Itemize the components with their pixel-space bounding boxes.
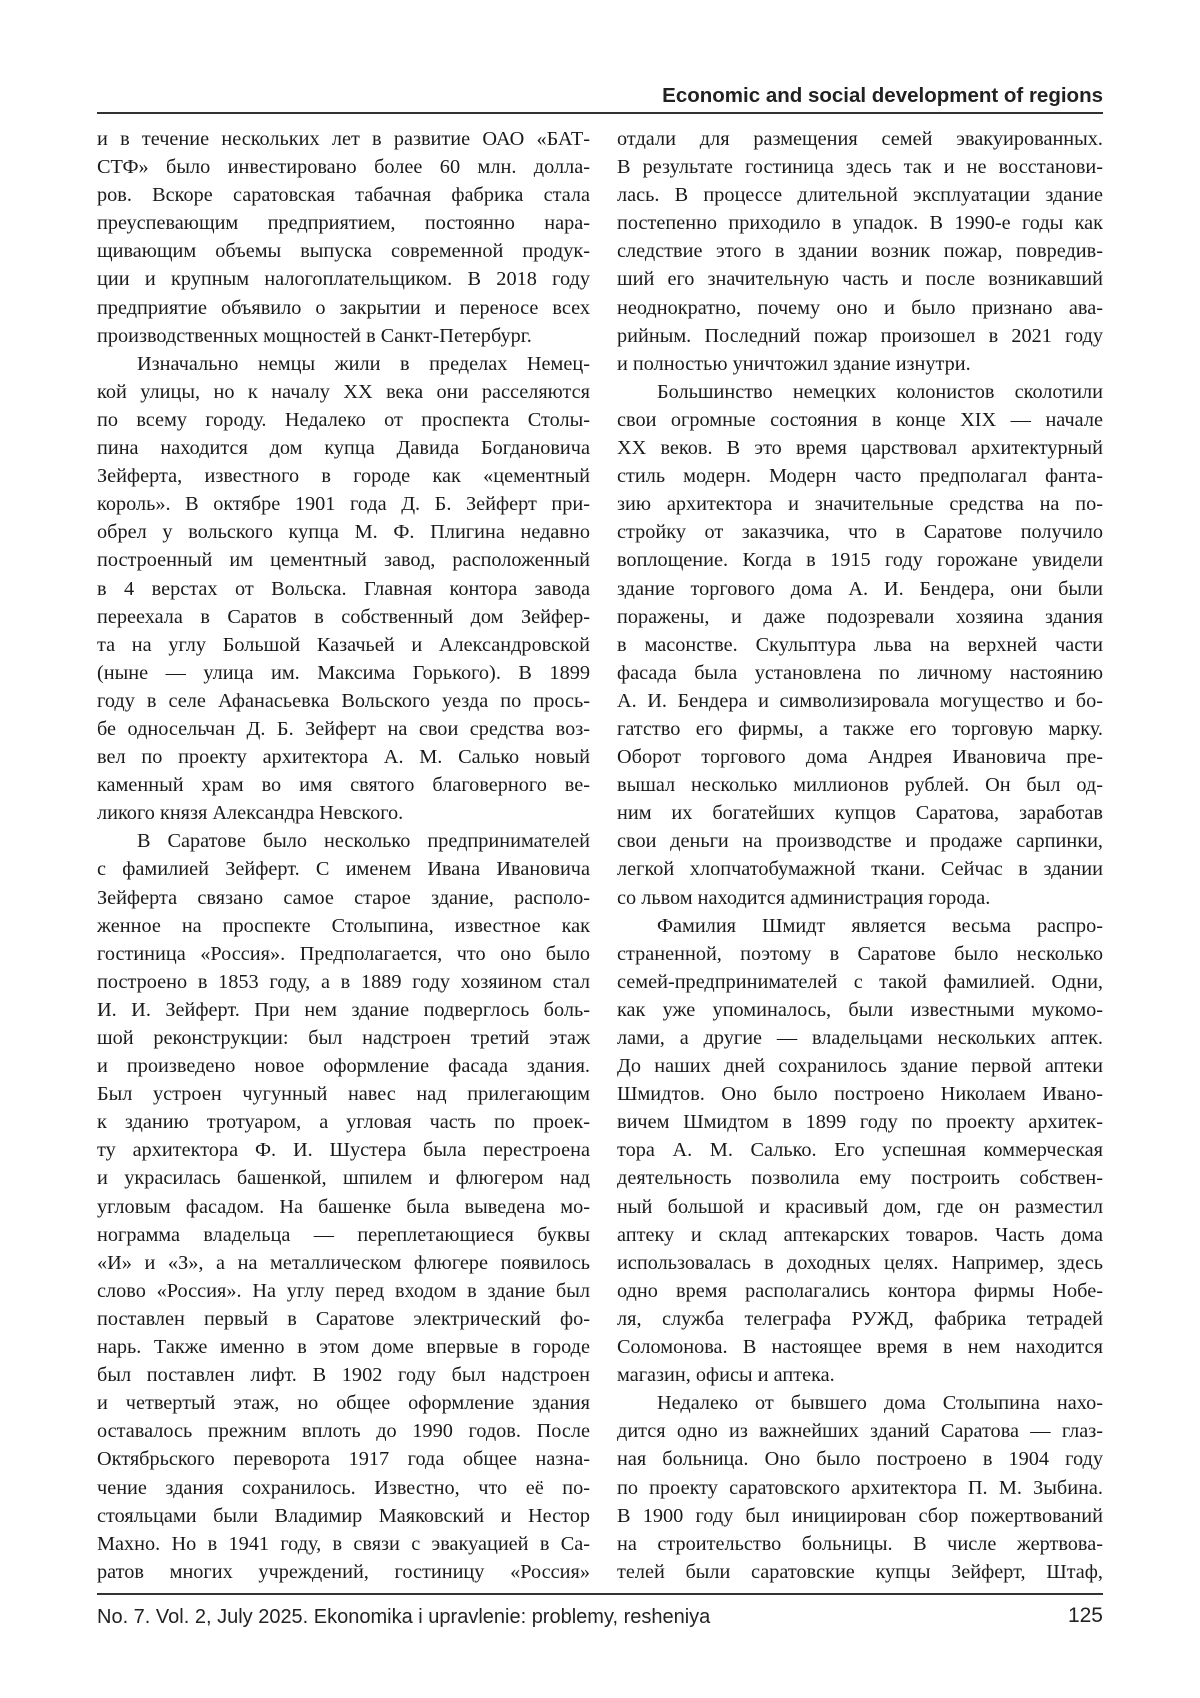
text-line: И. И. Зейферт. При нем здание подверглось боль- bbox=[97, 996, 590, 1024]
text-line: семей-предпринимателей с такой фамилией. Одни, bbox=[617, 968, 1103, 996]
text-line: нограмма владельца — переплетающиеся буквы bbox=[97, 1221, 590, 1249]
text-line: стройку от заказчика, что в Саратове получило bbox=[617, 518, 1103, 546]
text-line: В Саратове было несколько предпринимателей bbox=[97, 827, 590, 855]
text-line: «И» и «З», а на металлическом флюгере появилось bbox=[97, 1249, 590, 1277]
text-line: нарь. Также именно в этом доме впервые в городе bbox=[97, 1333, 590, 1361]
text-line: Был устроен чугунный навес над прилегающим bbox=[97, 1080, 590, 1108]
text-line: легкой хлопчатобумажной ткани. Сейчас в здании bbox=[617, 855, 1103, 883]
text-line: и полностью уничтожил здание изнутри. bbox=[617, 350, 1103, 378]
text-line: магазин, офисы и аптека. bbox=[617, 1361, 1103, 1389]
text-line: ликого князя Александра Невского. bbox=[97, 799, 590, 827]
running-header: Economic and social development of regions bbox=[662, 84, 1103, 108]
text-line: телей были саратовские купцы Зейферт, Штаф, bbox=[617, 1558, 1103, 1586]
paragraph bbox=[97, 350, 590, 828]
text-line: по проекту саратовского архитектора П. М. Зыбина. bbox=[617, 1474, 1103, 1502]
text-line: поражены, и даже подозревали хозяина здания bbox=[617, 603, 1103, 631]
text-line: стояльцами были Владимир Маяковский и Нестор bbox=[97, 1502, 590, 1530]
text-line: ный большой и красивый дом, где он разместил bbox=[617, 1193, 1103, 1221]
text-line: ров. Вскоре саратовская табачная фабрика стала bbox=[97, 181, 590, 209]
text-line: угловым фасадом. На башенке была выведена мо- bbox=[97, 1193, 590, 1221]
text-line: рийным. Последний пожар произошел в 2021 году bbox=[617, 322, 1103, 350]
text-line: вичем Шмидтом в 1899 году по проекту архитек- bbox=[617, 1108, 1103, 1136]
text-line: ним их богатейших купцов Саратова, заработав bbox=[617, 799, 1103, 827]
text-line: к зданию тротуаром, а угловая часть по проек- bbox=[97, 1108, 590, 1136]
text-line: и украсилась башенкой, шпилем и флюгером над bbox=[97, 1164, 590, 1192]
text-line: страненной, поэтому в Саратове было несколько bbox=[617, 940, 1103, 968]
text-line: воплощение. Когда в 1915 году горожане увидели bbox=[617, 546, 1103, 574]
text-line: фасада была установлена по личному настоянию bbox=[617, 659, 1103, 687]
text-line: Недалеко от бывшего дома Столыпина нахо- bbox=[617, 1389, 1103, 1417]
text-line: Зейферта, известного в городе как «цементный bbox=[97, 462, 590, 490]
text-line: ции и крупным налогоплательщиком. В 2018 году bbox=[97, 265, 590, 293]
text-line: Оборот торгового дома Андрея Ивановича пре- bbox=[617, 743, 1103, 771]
text-line: слово «Россия». На углу перед входом в здание был bbox=[97, 1277, 590, 1305]
text-line: В 1900 году был инициирован сбор пожертвований bbox=[617, 1502, 1103, 1530]
text-line: и произведено новое оформление фасада здания. bbox=[97, 1052, 590, 1080]
text-line: одно время располагались контора фирмы Нобе- bbox=[617, 1277, 1103, 1305]
text-line: Октябрьского переворота 1917 года общее назна- bbox=[97, 1445, 590, 1473]
paragraph bbox=[617, 1389, 1103, 1586]
paragraph bbox=[617, 912, 1103, 1390]
text-line: гостиница «Россия». Предполагается, что оно было bbox=[97, 940, 590, 968]
text-line: щивающим объемы выпуска современной продук- bbox=[97, 237, 590, 265]
left-column bbox=[97, 125, 590, 1586]
text-line: использовалась в доходных целях. Например, здесь bbox=[617, 1249, 1103, 1277]
text-line: по всему городу. Недалеко от проспекта Столы- bbox=[97, 406, 590, 434]
page-number: 125 bbox=[1068, 1604, 1103, 1628]
text-line: XX веков. В это время царствовал архитектурный bbox=[617, 434, 1103, 462]
text-line: (ныне — улица им. Максима Горького). В 1899 bbox=[97, 659, 590, 687]
text-line: здание торгового дома А. И. Бендера, они были bbox=[617, 575, 1103, 603]
text-line: стиль модерн. Модерн часто предполагал фанта- bbox=[617, 462, 1103, 490]
footer-citation: No. 7. Vol. 2, July 2025. Ekonomika i upravlenie: problemy, resheniya bbox=[97, 1606, 710, 1629]
text-line: дится одно из важнейших зданий Саратова — глаз- bbox=[617, 1417, 1103, 1445]
text-line: производственных мощностей в Санкт-Петербург. bbox=[97, 322, 590, 350]
text-line: преуспевающим предприятием, постоянно нара- bbox=[97, 209, 590, 237]
text-line: женное на проспекте Столыпина, известное как bbox=[97, 912, 590, 940]
text-line: ная больница. Оно было построено в 1904 году bbox=[617, 1445, 1103, 1473]
text-line: зию архитектора и значительные средства на по- bbox=[617, 490, 1103, 518]
text-line: кой улицы, но к началу XX века они расселяются bbox=[97, 378, 590, 406]
text-line: Шмидтов. Оно было построено Николаем Ивано- bbox=[617, 1080, 1103, 1108]
text-line: и в течение нескольких лет в развитие ОАО «БАТ- bbox=[97, 125, 590, 153]
text-line: бе односельчан Д. Б. Зейферт на свои средства воз- bbox=[97, 715, 590, 743]
text-line: пина находится дом купца Давида Богдановича bbox=[97, 434, 590, 462]
text-line: лами, а другие — владельцами нескольких аптек. bbox=[617, 1024, 1103, 1052]
text-line: обрел у вольского купца М. Ф. Плигина недавно bbox=[97, 518, 590, 546]
text-line: Фамилия Шмидт является весьма распро- bbox=[617, 912, 1103, 940]
text-line: переехала в Саратов в собственный дом Зейфер- bbox=[97, 603, 590, 631]
text-line: лась. В процессе длительной эксплуатации здание bbox=[617, 181, 1103, 209]
text-line: вел по проекту архитектора А. М. Салько новый bbox=[97, 743, 590, 771]
text-line: тора А. М. Салько. Его успешная коммерческая bbox=[617, 1136, 1103, 1164]
text-line: свои деньги на производстве и продаже сарпинки, bbox=[617, 827, 1103, 855]
text-line: оставалось прежним вплоть до 1990 годов. После bbox=[97, 1417, 590, 1445]
paragraph bbox=[97, 125, 590, 350]
text-line: Махно. Но в 1941 году, в связи с эвакуацией в Са- bbox=[97, 1530, 590, 1558]
text-line: в 4 верстах от Вольска. Главная контора завода bbox=[97, 575, 590, 603]
text-line: В результате гостиница здесь так и не восстанови- bbox=[617, 153, 1103, 181]
text-line: отдали для размещения семей эвакуированных. bbox=[617, 125, 1103, 153]
text-line: чение здания сохранилось. Известно, что её по- bbox=[97, 1474, 590, 1502]
text-line: был поставлен лифт. В 1902 году был надстроен bbox=[97, 1361, 590, 1389]
text-line: поставлен первый в Саратове электрический фо- bbox=[97, 1305, 590, 1333]
text-line: та на углу Большой Казачьей и Александровской bbox=[97, 631, 590, 659]
text-line: Соломонова. В настоящее время в нем находится bbox=[617, 1333, 1103, 1361]
text-line: А. И. Бендера и символизировала могущество и бо- bbox=[617, 687, 1103, 715]
text-line: году в селе Афанасьевка Вольского уезда по прось- bbox=[97, 687, 590, 715]
paragraph bbox=[97, 827, 590, 1586]
text-line: вышал несколько миллионов рублей. Он был од- bbox=[617, 771, 1103, 799]
right-column bbox=[617, 125, 1103, 1586]
text-line: построено в 1853 году, а в 1889 году хозяином стал bbox=[97, 968, 590, 996]
text-line: как уже упоминалось, были известными мукомо- bbox=[617, 996, 1103, 1024]
header-divider bbox=[97, 112, 1103, 114]
text-line: Изначально немцы жили в пределах Немец- bbox=[97, 350, 590, 378]
text-line: с фамилией Зейферт. С именем Ивана Ивановича bbox=[97, 855, 590, 883]
text-line: Большинство немецких колонистов сколотили bbox=[617, 378, 1103, 406]
text-line: шой реконструкции: был надстроен третий этаж bbox=[97, 1024, 590, 1052]
text-line: предприятие объявило о закрытии и переносе всех bbox=[97, 294, 590, 322]
text-line: СТФ» было инвестировано более 60 млн. долла- bbox=[97, 153, 590, 181]
text-line: следствие этого в здании возник пожар, повредив- bbox=[617, 237, 1103, 265]
text-line: Зейферта связано самое старое здание, располо- bbox=[97, 884, 590, 912]
paragraph bbox=[617, 125, 1103, 378]
text-line: король». В октябре 1901 года Д. Б. Зейферт при- bbox=[97, 490, 590, 518]
text-line: ратов многих учреждений, гостиницу «Россия» bbox=[97, 1558, 590, 1586]
text-line: деятельность позволила ему построить собствен- bbox=[617, 1164, 1103, 1192]
text-line: гатство его фирмы, а также его торговую марку. bbox=[617, 715, 1103, 743]
text-line: ший его значительную часть и после возникавший bbox=[617, 265, 1103, 293]
paragraph bbox=[617, 378, 1103, 912]
text-line: ля, служба телеграфа РУЖД, фабрика тетрадей bbox=[617, 1305, 1103, 1333]
text-line: каменный храм во имя святого благоверного ве- bbox=[97, 771, 590, 799]
text-line: свои огромные состояния в конце XIX — начале bbox=[617, 406, 1103, 434]
text-line: ту архитектора Ф. И. Шустера была перестроена bbox=[97, 1136, 590, 1164]
text-line: на строительство больницы. В числе жертвова- bbox=[617, 1530, 1103, 1558]
text-line: До наших дней сохранилось здание первой аптеки bbox=[617, 1052, 1103, 1080]
text-line: в масонстве. Скульптура льва на верхней части bbox=[617, 631, 1103, 659]
footer-divider bbox=[97, 1593, 1103, 1595]
text-line: построенный им цементный завод, расположенный bbox=[97, 546, 590, 574]
text-line: аптеку и склад аптекарских товаров. Часть дома bbox=[617, 1221, 1103, 1249]
text-line: со львом находится администрация города. bbox=[617, 884, 1103, 912]
text-line: и четвертый этаж, но общее оформление здания bbox=[97, 1389, 590, 1417]
text-line: постепенно приходило в упадок. В 1990-е годы как bbox=[617, 209, 1103, 237]
text-line: неоднократно, почему оно и было признано ава- bbox=[617, 294, 1103, 322]
